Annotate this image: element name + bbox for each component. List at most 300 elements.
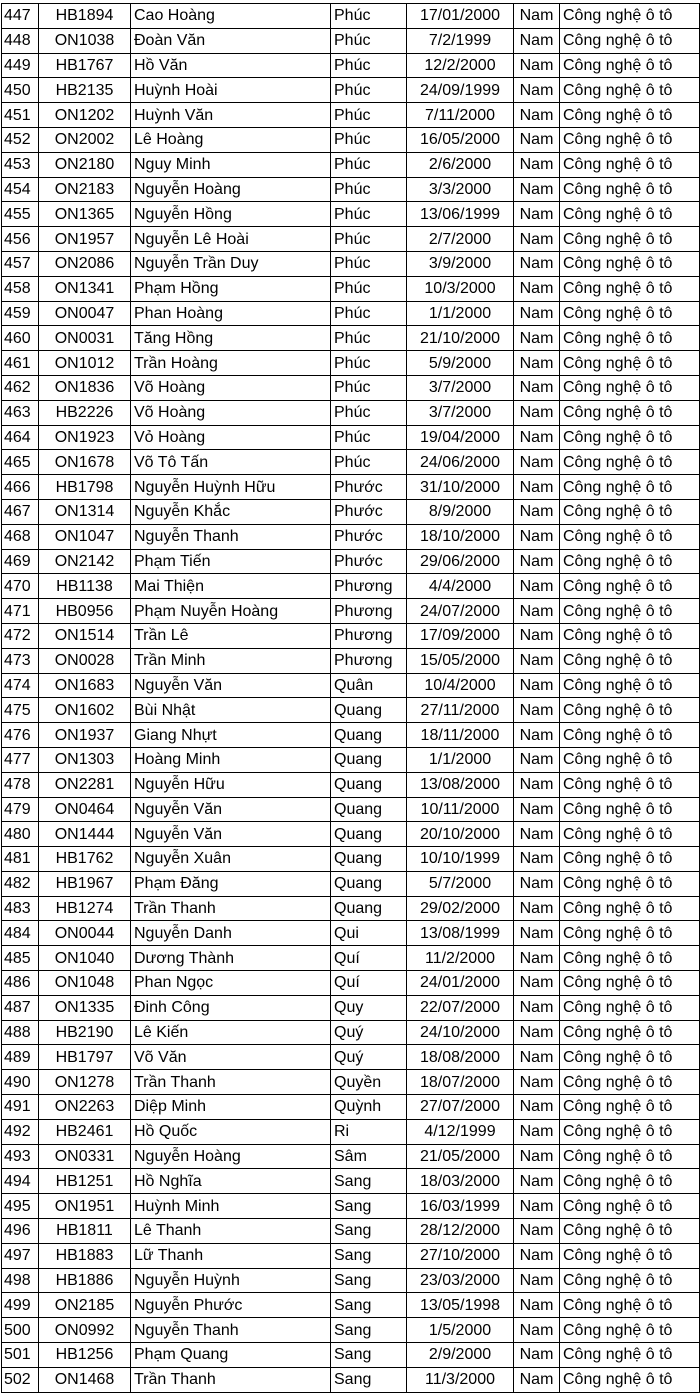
major-cell: Công nghệ ô tô — [560, 152, 700, 177]
given-name-cell: Quý — [331, 1045, 407, 1070]
major-cell: Công nghệ ô tô — [560, 1020, 700, 1045]
last-middle-name-cell: Trần Thanh — [131, 1070, 331, 1095]
table-row — [2, 351, 700, 376]
given-name-cell: Quý — [331, 1020, 407, 1045]
date-of-birth-cell: 12/2/2000 — [407, 53, 514, 78]
last-middle-name-cell: Huỳnh Minh — [131, 1194, 331, 1219]
row-number-cell: 481 — [2, 847, 39, 872]
row-number-cell: 454 — [2, 177, 39, 202]
given-name-cell: Phước — [331, 549, 407, 574]
table-row — [2, 896, 700, 921]
student-code-cell: HB1251 — [39, 1169, 131, 1194]
given-name-cell: Phúc — [331, 28, 407, 53]
table-row — [2, 772, 700, 797]
student-code-cell: HB1798 — [39, 475, 131, 500]
student-code-cell: ON2281 — [39, 772, 131, 797]
gender-cell: Nam — [514, 574, 560, 599]
given-name-cell: Sang — [331, 1293, 407, 1318]
gender-cell: Nam — [514, 251, 560, 276]
row-number-cell: 459 — [2, 301, 39, 326]
given-name-cell: Phúc — [331, 400, 407, 425]
date-of-birth-cell: 24/07/2000 — [407, 599, 514, 624]
date-of-birth-cell: 3/3/2000 — [407, 177, 514, 202]
row-number-cell: 493 — [2, 1144, 39, 1169]
row-number-cell: 500 — [2, 1318, 39, 1343]
major-cell: Công nghệ ô tô — [560, 4, 700, 29]
last-middle-name-cell: Hồ Văn — [131, 53, 331, 78]
given-name-cell: Quyền — [331, 1070, 407, 1095]
gender-cell: Nam — [514, 1343, 560, 1368]
gender-cell: Nam — [514, 797, 560, 822]
last-middle-name-cell: Lê Hoàng — [131, 127, 331, 152]
given-name-cell: Phúc — [331, 326, 407, 351]
date-of-birth-cell: 2/6/2000 — [407, 152, 514, 177]
date-of-birth-cell: 7/2/1999 — [407, 28, 514, 53]
row-number-cell: 490 — [2, 1070, 39, 1095]
last-middle-name-cell: Đinh Công — [131, 995, 331, 1020]
date-of-birth-cell: 13/08/1999 — [407, 921, 514, 946]
date-of-birth-cell: 1/5/2000 — [407, 1318, 514, 1343]
given-name-cell: Sang — [331, 1219, 407, 1244]
date-of-birth-cell: 13/06/1999 — [407, 202, 514, 227]
last-middle-name-cell: Võ Hoàng — [131, 375, 331, 400]
last-middle-name-cell: Nguyễn Thanh — [131, 1318, 331, 1343]
row-number-cell: 469 — [2, 549, 39, 574]
row-number-cell: 489 — [2, 1045, 39, 1070]
last-middle-name-cell: Nguyễn Khắc — [131, 499, 331, 524]
date-of-birth-cell: 4/4/2000 — [407, 574, 514, 599]
table-row — [2, 1119, 700, 1144]
given-name-cell: Quân — [331, 673, 407, 698]
student-code-cell: HB1767 — [39, 53, 131, 78]
last-middle-name-cell: Nguyễn Văn — [131, 673, 331, 698]
table-row — [2, 574, 700, 599]
given-name-cell: Phúc — [331, 450, 407, 475]
row-number-cell: 486 — [2, 971, 39, 996]
date-of-birth-cell: 19/04/2000 — [407, 425, 514, 450]
major-cell: Công nghệ ô tô — [560, 499, 700, 524]
gender-cell: Nam — [514, 78, 560, 103]
student-code-cell: HB1967 — [39, 871, 131, 896]
student-code-cell: ON1444 — [39, 822, 131, 847]
last-middle-name-cell: Võ Hoàng — [131, 400, 331, 425]
major-cell: Công nghệ ô tô — [560, 1095, 700, 1120]
row-number-cell: 487 — [2, 995, 39, 1020]
student-code-cell: ON2142 — [39, 549, 131, 574]
last-middle-name-cell: Võ Tô Tấn — [131, 450, 331, 475]
given-name-cell: Phúc — [331, 78, 407, 103]
student-code-cell: ON1335 — [39, 995, 131, 1020]
table-row — [2, 1268, 700, 1293]
table-row — [2, 276, 700, 301]
row-number-cell: 461 — [2, 351, 39, 376]
major-cell: Công nghệ ô tô — [560, 1268, 700, 1293]
gender-cell: Nam — [514, 822, 560, 847]
gender-cell: Nam — [514, 1070, 560, 1095]
last-middle-name-cell: Lê Thanh — [131, 1219, 331, 1244]
student-code-cell: ON1678 — [39, 450, 131, 475]
student-code-cell: ON1341 — [39, 276, 131, 301]
major-cell: Công nghệ ô tô — [560, 772, 700, 797]
table-row — [2, 450, 700, 475]
last-middle-name-cell: Phạm Nuyễn Hoàng — [131, 599, 331, 624]
student-list-table — [1, 3, 700, 1393]
date-of-birth-cell: 3/7/2000 — [407, 375, 514, 400]
row-number-cell: 463 — [2, 400, 39, 425]
table-row — [2, 1243, 700, 1268]
gender-cell: Nam — [514, 524, 560, 549]
given-name-cell: Quang — [331, 747, 407, 772]
date-of-birth-cell: 11/2/2000 — [407, 946, 514, 971]
given-name-cell: Quang — [331, 723, 407, 748]
gender-cell: Nam — [514, 1219, 560, 1244]
major-cell: Công nghệ ô tô — [560, 227, 700, 252]
table-row — [2, 1095, 700, 1120]
table-row — [2, 177, 700, 202]
student-code-cell: ON1303 — [39, 747, 131, 772]
gender-cell: Nam — [514, 177, 560, 202]
last-middle-name-cell: Nguyễn Xuân — [131, 847, 331, 872]
row-number-cell: 477 — [2, 747, 39, 772]
major-cell: Công nghệ ô tô — [560, 1293, 700, 1318]
gender-cell: Nam — [514, 1367, 560, 1392]
date-of-birth-cell: 22/07/2000 — [407, 995, 514, 1020]
date-of-birth-cell: 31/10/2000 — [407, 475, 514, 500]
table-row — [2, 326, 700, 351]
major-cell: Công nghệ ô tô — [560, 673, 700, 698]
student-code-cell: ON2183 — [39, 177, 131, 202]
major-cell: Công nghệ ô tô — [560, 276, 700, 301]
student-code-cell: HB0956 — [39, 599, 131, 624]
table-row — [2, 1293, 700, 1318]
last-middle-name-cell: Trần Minh — [131, 648, 331, 673]
date-of-birth-cell: 28/12/2000 — [407, 1219, 514, 1244]
major-cell: Công nghệ ô tô — [560, 53, 700, 78]
table-row — [2, 1070, 700, 1095]
given-name-cell: Phước — [331, 524, 407, 549]
major-cell: Công nghệ ô tô — [560, 599, 700, 624]
table-row — [2, 1194, 700, 1219]
gender-cell: Nam — [514, 28, 560, 53]
given-name-cell: Sang — [331, 1343, 407, 1368]
row-number-cell: 462 — [2, 375, 39, 400]
gender-cell: Nam — [514, 351, 560, 376]
last-middle-name-cell: Võ Văn — [131, 1045, 331, 1070]
last-middle-name-cell: Cao Hoàng — [131, 4, 331, 29]
gender-cell: Nam — [514, 599, 560, 624]
date-of-birth-cell: 3/9/2000 — [407, 251, 514, 276]
major-cell: Công nghệ ô tô — [560, 524, 700, 549]
student-code-cell: ON1048 — [39, 971, 131, 996]
last-middle-name-cell: Phan Ngọc — [131, 971, 331, 996]
date-of-birth-cell: 1/1/2000 — [407, 301, 514, 326]
table-row — [2, 1144, 700, 1169]
given-name-cell: Phương — [331, 623, 407, 648]
gender-cell: Nam — [514, 1268, 560, 1293]
student-code-cell: ON1957 — [39, 227, 131, 252]
table-row — [2, 202, 700, 227]
date-of-birth-cell: 24/06/2000 — [407, 450, 514, 475]
last-middle-name-cell: Nguyễn Văn — [131, 797, 331, 822]
table-row — [2, 4, 700, 29]
last-middle-name-cell: Trần Lê — [131, 623, 331, 648]
last-middle-name-cell: Hồ Quốc — [131, 1119, 331, 1144]
gender-cell: Nam — [514, 425, 560, 450]
major-cell: Công nghệ ô tô — [560, 549, 700, 574]
row-number-cell: 491 — [2, 1095, 39, 1120]
major-cell: Công nghệ ô tô — [560, 648, 700, 673]
gender-cell: Nam — [514, 1169, 560, 1194]
last-middle-name-cell: Nguyễn Hoàng — [131, 177, 331, 202]
gender-cell: Nam — [514, 1144, 560, 1169]
date-of-birth-cell: 24/09/1999 — [407, 78, 514, 103]
major-cell: Công nghệ ô tô — [560, 747, 700, 772]
major-cell: Công nghệ ô tô — [560, 1243, 700, 1268]
given-name-cell: Sang — [331, 1194, 407, 1219]
student-code-cell: ON1836 — [39, 375, 131, 400]
student-code-cell: ON0464 — [39, 797, 131, 822]
row-number-cell: 466 — [2, 475, 39, 500]
student-code-cell: ON1602 — [39, 698, 131, 723]
given-name-cell: Sang — [331, 1268, 407, 1293]
given-name-cell: Quí — [331, 946, 407, 971]
given-name-cell: Phúc — [331, 276, 407, 301]
major-cell: Công nghệ ô tô — [560, 847, 700, 872]
date-of-birth-cell: 13/08/2000 — [407, 772, 514, 797]
major-cell: Công nghệ ô tô — [560, 995, 700, 1020]
last-middle-name-cell: Hồ Nghĩa — [131, 1169, 331, 1194]
table-row — [2, 301, 700, 326]
table-row — [2, 375, 700, 400]
last-middle-name-cell: Huỳnh Văn — [131, 103, 331, 128]
last-middle-name-cell: Nguyễn Danh — [131, 921, 331, 946]
gender-cell: Nam — [514, 921, 560, 946]
table-row — [2, 152, 700, 177]
gender-cell: Nam — [514, 301, 560, 326]
date-of-birth-cell: 17/01/2000 — [407, 4, 514, 29]
row-number-cell: 467 — [2, 499, 39, 524]
student-code-cell: HB1894 — [39, 4, 131, 29]
given-name-cell: Phúc — [331, 202, 407, 227]
given-name-cell: Quỳnh — [331, 1095, 407, 1120]
date-of-birth-cell: 21/05/2000 — [407, 1144, 514, 1169]
gender-cell: Nam — [514, 4, 560, 29]
table-row — [2, 53, 700, 78]
major-cell: Công nghệ ô tô — [560, 896, 700, 921]
last-middle-name-cell: Đoàn Văn — [131, 28, 331, 53]
date-of-birth-cell: 24/01/2000 — [407, 971, 514, 996]
given-name-cell: Phúc — [331, 53, 407, 78]
gender-cell: Nam — [514, 673, 560, 698]
row-number-cell: 479 — [2, 797, 39, 822]
student-code-cell: HB1138 — [39, 574, 131, 599]
last-middle-name-cell: Trần Thanh — [131, 896, 331, 921]
student-code-cell: HB2135 — [39, 78, 131, 103]
student-code-cell: HB1256 — [39, 1343, 131, 1368]
row-number-cell: 480 — [2, 822, 39, 847]
row-number-cell: 455 — [2, 202, 39, 227]
table-row — [2, 1169, 700, 1194]
last-middle-name-cell: Nguyễn Phước — [131, 1293, 331, 1318]
date-of-birth-cell: 23/03/2000 — [407, 1268, 514, 1293]
student-code-cell: ON1040 — [39, 946, 131, 971]
major-cell: Công nghệ ô tô — [560, 1144, 700, 1169]
given-name-cell: Phúc — [331, 425, 407, 450]
major-cell: Công nghệ ô tô — [560, 1318, 700, 1343]
given-name-cell: Phúc — [331, 375, 407, 400]
gender-cell: Nam — [514, 227, 560, 252]
date-of-birth-cell: 29/02/2000 — [407, 896, 514, 921]
student-code-cell: ON1202 — [39, 103, 131, 128]
row-number-cell: 472 — [2, 623, 39, 648]
given-name-cell: Phước — [331, 475, 407, 500]
given-name-cell: Phúc — [331, 251, 407, 276]
major-cell: Công nghệ ô tô — [560, 78, 700, 103]
gender-cell: Nam — [514, 847, 560, 872]
given-name-cell: Phúc — [331, 301, 407, 326]
table-row — [2, 871, 700, 896]
gender-cell: Nam — [514, 971, 560, 996]
last-middle-name-cell: Nguyễn Hữu — [131, 772, 331, 797]
row-number-cell: 497 — [2, 1243, 39, 1268]
major-cell: Công nghệ ô tô — [560, 400, 700, 425]
table-row — [2, 103, 700, 128]
gender-cell: Nam — [514, 475, 560, 500]
last-middle-name-cell: Giang Nhựt — [131, 723, 331, 748]
table-row — [2, 549, 700, 574]
student-code-cell: HB1797 — [39, 1045, 131, 1070]
date-of-birth-cell: 16/05/2000 — [407, 127, 514, 152]
row-number-cell: 449 — [2, 53, 39, 78]
date-of-birth-cell: 5/9/2000 — [407, 351, 514, 376]
last-middle-name-cell: Trần Thanh — [131, 1367, 331, 1392]
major-cell: Công nghệ ô tô — [560, 450, 700, 475]
row-number-cell: 468 — [2, 524, 39, 549]
given-name-cell: Quang — [331, 797, 407, 822]
given-name-cell: Quang — [331, 896, 407, 921]
given-name-cell: Phương — [331, 574, 407, 599]
student-code-cell: ON1683 — [39, 673, 131, 698]
date-of-birth-cell: 21/10/2000 — [407, 326, 514, 351]
gender-cell: Nam — [514, 1243, 560, 1268]
row-number-cell: 460 — [2, 326, 39, 351]
student-code-cell: HB1883 — [39, 1243, 131, 1268]
student-code-cell: HB1762 — [39, 847, 131, 872]
last-middle-name-cell: Mai Thiện — [131, 574, 331, 599]
table-body — [2, 4, 700, 1393]
given-name-cell: Sang — [331, 1169, 407, 1194]
student-code-cell: ON0031 — [39, 326, 131, 351]
gender-cell: Nam — [514, 1045, 560, 1070]
date-of-birth-cell: 18/11/2000 — [407, 723, 514, 748]
date-of-birth-cell: 2/9/2000 — [407, 1343, 514, 1368]
gender-cell: Nam — [514, 1119, 560, 1144]
gender-cell: Nam — [514, 549, 560, 574]
given-name-cell: Sang — [331, 1243, 407, 1268]
row-number-cell: 458 — [2, 276, 39, 301]
major-cell: Công nghệ ô tô — [560, 921, 700, 946]
last-middle-name-cell: Phan Hoàng — [131, 301, 331, 326]
row-number-cell: 464 — [2, 425, 39, 450]
major-cell: Công nghệ ô tô — [560, 127, 700, 152]
given-name-cell: Phúc — [331, 177, 407, 202]
row-number-cell: 448 — [2, 28, 39, 53]
row-number-cell: 470 — [2, 574, 39, 599]
given-name-cell: Phước — [331, 499, 407, 524]
gender-cell: Nam — [514, 127, 560, 152]
date-of-birth-cell: 27/11/2000 — [407, 698, 514, 723]
major-cell: Công nghệ ô tô — [560, 971, 700, 996]
date-of-birth-cell: 27/07/2000 — [407, 1095, 514, 1120]
student-code-cell: HB2226 — [39, 400, 131, 425]
student-code-cell: ON2002 — [39, 127, 131, 152]
gender-cell: Nam — [514, 623, 560, 648]
student-code-cell: ON0028 — [39, 648, 131, 673]
given-name-cell: Quí — [331, 971, 407, 996]
student-code-cell: HB1886 — [39, 1268, 131, 1293]
given-name-cell: Phúc — [331, 227, 407, 252]
row-number-cell: 498 — [2, 1268, 39, 1293]
row-number-cell: 499 — [2, 1293, 39, 1318]
row-number-cell: 471 — [2, 599, 39, 624]
table-row — [2, 847, 700, 872]
given-name-cell: Quang — [331, 822, 407, 847]
gender-cell: Nam — [514, 202, 560, 227]
major-cell: Công nghệ ô tô — [560, 623, 700, 648]
major-cell: Công nghệ ô tô — [560, 1070, 700, 1095]
student-code-cell: ON0992 — [39, 1318, 131, 1343]
gender-cell: Nam — [514, 896, 560, 921]
major-cell: Công nghệ ô tô — [560, 1219, 700, 1244]
last-middle-name-cell: Nguy Minh — [131, 152, 331, 177]
given-name-cell: Phúc — [331, 351, 407, 376]
row-number-cell: 483 — [2, 896, 39, 921]
given-name-cell: Quang — [331, 871, 407, 896]
student-code-cell: ON0331 — [39, 1144, 131, 1169]
date-of-birth-cell: 10/4/2000 — [407, 673, 514, 698]
gender-cell: Nam — [514, 772, 560, 797]
last-middle-name-cell: Nguyễn Huỳnh Hữu — [131, 475, 331, 500]
gender-cell: Nam — [514, 326, 560, 351]
major-cell: Công nghệ ô tô — [560, 1169, 700, 1194]
student-code-cell: ON1514 — [39, 623, 131, 648]
row-number-cell: 475 — [2, 698, 39, 723]
major-cell: Công nghệ ô tô — [560, 698, 700, 723]
date-of-birth-cell: 20/10/2000 — [407, 822, 514, 847]
student-code-cell: HB2461 — [39, 1119, 131, 1144]
gender-cell: Nam — [514, 723, 560, 748]
table-row — [2, 28, 700, 53]
major-cell: Công nghệ ô tô — [560, 822, 700, 847]
major-cell: Công nghệ ô tô — [560, 103, 700, 128]
gender-cell: Nam — [514, 1318, 560, 1343]
given-name-cell: Ri — [331, 1119, 407, 1144]
major-cell: Công nghệ ô tô — [560, 946, 700, 971]
table-row — [2, 1020, 700, 1045]
last-middle-name-cell: Nguyễn Thanh — [131, 524, 331, 549]
major-cell: Công nghệ ô tô — [560, 475, 700, 500]
gender-cell: Nam — [514, 747, 560, 772]
gender-cell: Nam — [514, 1095, 560, 1120]
last-middle-name-cell: Hoàng Minh — [131, 747, 331, 772]
table-row — [2, 723, 700, 748]
last-middle-name-cell: Diệp Minh — [131, 1095, 331, 1120]
table-row — [2, 747, 700, 772]
major-cell: Công nghệ ô tô — [560, 1343, 700, 1368]
date-of-birth-cell: 18/07/2000 — [407, 1070, 514, 1095]
gender-cell: Nam — [514, 1293, 560, 1318]
student-code-cell: ON1038 — [39, 28, 131, 53]
